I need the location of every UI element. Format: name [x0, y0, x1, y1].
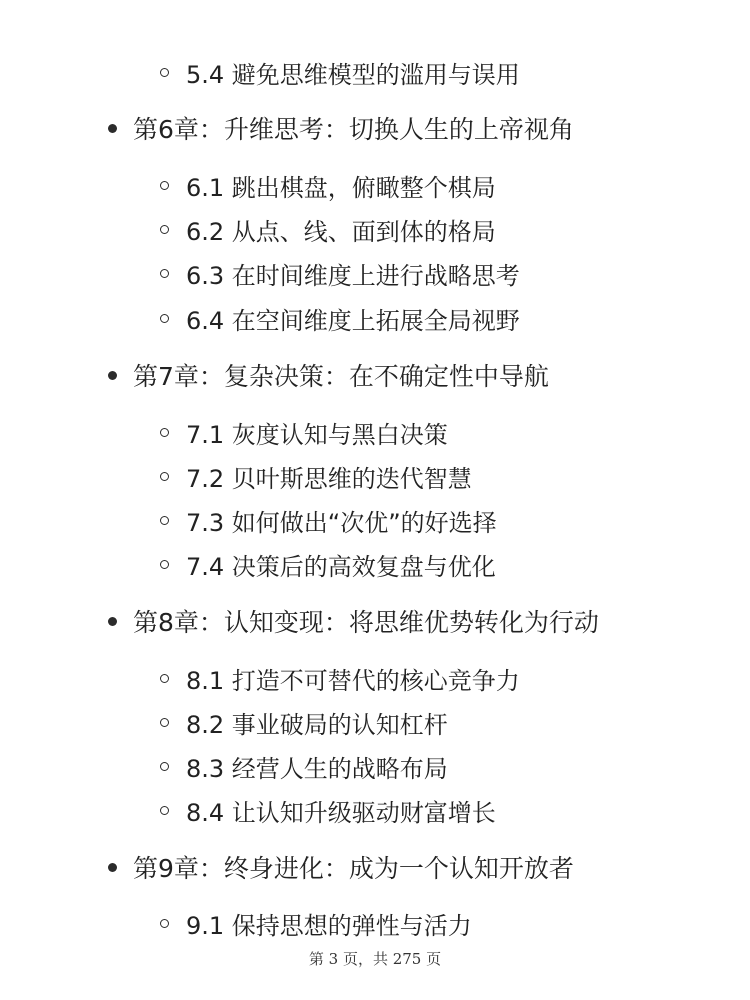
circle-bullet-icon	[160, 428, 169, 437]
toc-chapter-7	[108, 355, 549, 395]
toc-section-label: 6.4 在空间维度上拓展全局视野	[186, 306, 520, 335]
circle-bullet-icon	[160, 762, 169, 771]
toc-chapter-6	[108, 108, 574, 148]
toc-section-label: 9.1 保持思想的弹性与活力	[186, 911, 472, 940]
circle-bullet-icon	[160, 516, 169, 525]
toc-section-label: 6.2 从点、线、面到体的格局	[186, 217, 496, 246]
toc-section-6-4	[160, 298, 520, 338]
toc-chapter-8	[108, 601, 599, 641]
toc-section-label: 7.3 如何做出“次优”的好选择	[186, 508, 497, 537]
toc-section-8-4	[160, 790, 496, 830]
toc-section-7-1	[160, 412, 448, 452]
toc-section-9-1	[160, 903, 472, 943]
disc-bullet-icon	[108, 863, 117, 872]
toc-chapter-9	[108, 847, 574, 887]
circle-bullet-icon	[160, 806, 169, 815]
disc-bullet-icon	[108, 124, 117, 133]
toc-chapter-label: 第9章：终身进化：成为一个认知开放者	[133, 854, 574, 883]
toc-chapter-label: 第8章：认知变现：将思维优势转化为行动	[133, 608, 599, 637]
toc-chapter-label: 第6章：升维思考：切换人生的上帝视角	[133, 115, 574, 144]
toc-section-7-3	[160, 500, 497, 540]
toc-section-label: 7.1 灰度认知与黑白决策	[186, 420, 448, 449]
toc-section-8-3	[160, 746, 448, 786]
toc-section-label: 8.4 让认知升级驱动财富增长	[186, 798, 496, 827]
page-number-footer: 第 3 页，共 275 页	[308, 950, 442, 968]
toc-section-7-4	[160, 544, 496, 584]
circle-bullet-icon	[160, 68, 169, 77]
toc-section-label: 8.3 经营人生的战略布局	[186, 754, 448, 783]
circle-bullet-icon	[160, 674, 169, 683]
toc-chapter-label: 第7章：复杂决策：在不确定性中导航	[133, 362, 549, 391]
toc-section-5-4	[160, 52, 520, 92]
toc-section-6-1	[160, 165, 496, 205]
disc-bullet-icon	[108, 617, 117, 626]
toc-section-6-3	[160, 253, 520, 293]
toc-section-label: 6.3 在时间维度上进行战略思考	[186, 261, 520, 290]
circle-bullet-icon	[160, 314, 169, 323]
toc-section-label: 5.4 避免思维模型的滥用与误用	[186, 60, 520, 89]
circle-bullet-icon	[160, 225, 169, 234]
toc-section-label: 8.1 打造不可替代的核心竞争力	[186, 666, 520, 695]
circle-bullet-icon	[160, 472, 169, 481]
toc-section-7-2	[160, 456, 472, 496]
disc-bullet-icon	[108, 371, 117, 380]
toc-section-label: 8.2 事业破局的认知杠杆	[186, 710, 448, 739]
toc-section-6-2	[160, 209, 496, 249]
toc-section-label: 6.1 跳出棋盘，俯瞰整个棋局	[186, 173, 496, 202]
circle-bullet-icon	[160, 718, 169, 727]
circle-bullet-icon	[160, 269, 169, 278]
circle-bullet-icon	[160, 181, 169, 190]
toc-section-label: 7.2 贝叶斯思维的迭代智慧	[186, 464, 472, 493]
toc-section-8-1	[160, 658, 520, 698]
toc-section-8-2	[160, 702, 448, 742]
circle-bullet-icon	[160, 560, 169, 569]
toc-section-label: 7.4 决策后的高效复盘与优化	[186, 552, 496, 581]
circle-bullet-icon	[160, 919, 169, 928]
